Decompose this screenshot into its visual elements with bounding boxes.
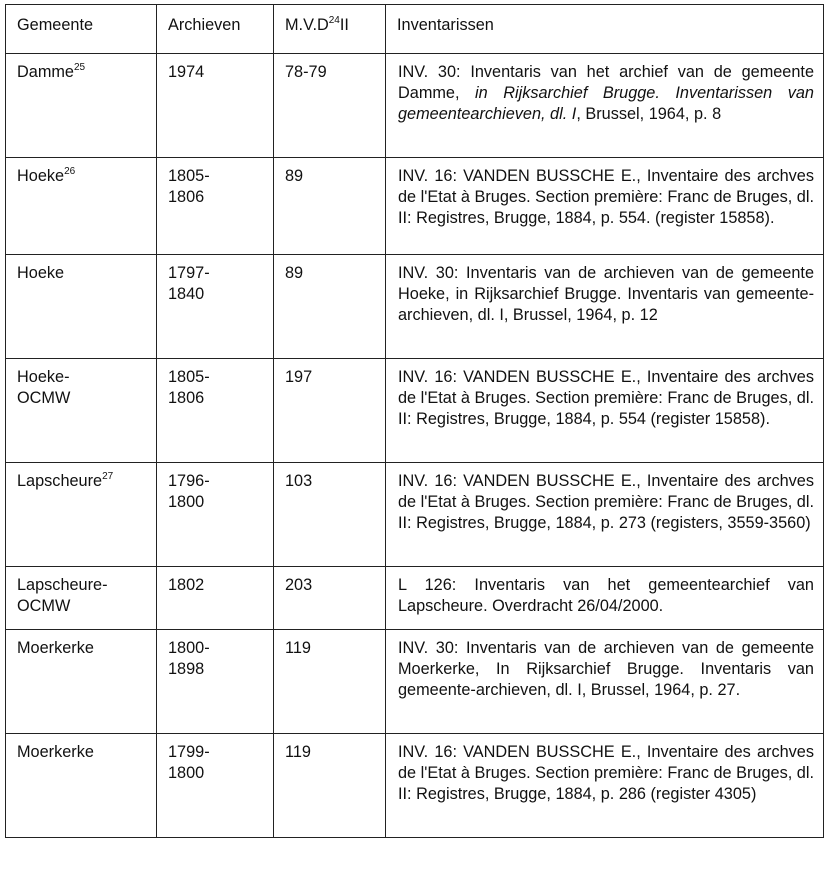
cell-gemeente bbox=[6, 630, 157, 734]
table-row bbox=[6, 463, 824, 567]
table-row bbox=[6, 158, 824, 255]
inventaris-plain: INV. 30: Inventaris van het archief van de gemeente Damme, bbox=[398, 63, 814, 103]
archieven-line: 1840 bbox=[168, 285, 205, 304]
gemeente-name: Hoeke bbox=[17, 264, 65, 282]
cell-inventaris: L 126: Inventaris van het gemeentearchief van Lapscheure. Overdracht 26/04/2000. bbox=[386, 567, 824, 630]
gemeente-name: Moerkerke bbox=[17, 639, 94, 657]
archieven-line: 1800 bbox=[168, 764, 205, 783]
cell-inventaris: INV. 30: Inventaris van de archieven van de gemeente Hoeke, in Rijksarchief Brugge. Inventaris van gemeente-archieven, dl. I, Brussel, 1964, p. 12 bbox=[386, 255, 824, 359]
cell-gemeente bbox=[6, 255, 157, 359]
footnote-ref: 27 bbox=[102, 470, 114, 482]
cell-archieven bbox=[157, 630, 274, 734]
cell-inventaris: INV. 16: VANDEN BUSSCHE E., Inventaire des archves de l'Etat à Bruges. Section première: Franc de Bruges, dl. II: Registres, Brugge, 1884, p. 554. (register 15858). bbox=[386, 158, 824, 255]
cell-archieven bbox=[157, 463, 274, 567]
table-row bbox=[6, 359, 824, 463]
archieven-line: 1806 bbox=[168, 188, 205, 207]
gemeente-name: Moerkerke bbox=[17, 743, 94, 761]
cell-gemeente bbox=[6, 734, 157, 838]
header-mvd-text: M.V.D bbox=[285, 16, 329, 34]
cell-inventaris: INV. 30: Inventaris van de archieven van de gemeente Moerkerke, In Rijksarchief Brugge. Inventaris van gemeente-archieven, dl. I, Brussel, 1964, p. 27. bbox=[386, 630, 824, 734]
cell-archieven bbox=[157, 359, 274, 463]
cell-mvd: 89 bbox=[274, 158, 386, 255]
table-row bbox=[6, 255, 824, 359]
header-inventarissen: Inventarissen bbox=[386, 5, 824, 54]
cell-inventaris: INV. 16: VANDEN BUSSCHE E., Inventaire des archves de l'Etat à Bruges. Section première: Franc de Bruges, dl. II: Registres, Brugge, 1884, p. 554 (register 15858). bbox=[386, 359, 824, 463]
gemeente-name: Lapscheure bbox=[17, 472, 103, 490]
cell-inventaris: INV. 16: VANDEN BUSSCHE E., Inventaire des archves de l'Etat à Bruges. Section première: Franc de Bruges, dl. II: Registres, Brugge, 1884, p. 273 (registers, 3559-3560) bbox=[386, 463, 824, 567]
cell-mvd: 89 bbox=[274, 255, 386, 359]
cell-inventaris bbox=[386, 54, 824, 158]
inventaris-tail: , Brussel, 1964, p. 8 bbox=[576, 105, 722, 124]
archieven-line: 1797- bbox=[168, 264, 210, 282]
cell-archieven bbox=[157, 158, 274, 255]
archieven-line: 1898 bbox=[168, 660, 205, 679]
archive-inventory-table bbox=[5, 4, 824, 838]
footnote-ref: 26 bbox=[64, 165, 76, 177]
archieven-line: 1974 bbox=[168, 63, 205, 81]
header-gemeente: Gemeente bbox=[6, 5, 157, 54]
archieven-line: 1805- bbox=[168, 368, 210, 386]
cell-gemeente bbox=[6, 158, 157, 255]
cell-mvd: 203 bbox=[274, 567, 386, 630]
archieven-line: 1800 bbox=[168, 493, 205, 512]
gemeente-name: Hoeke bbox=[17, 167, 65, 185]
cell-mvd: 78-79 bbox=[274, 54, 386, 158]
archieven-line: 1802 bbox=[168, 576, 205, 594]
archieven-line: 1799- bbox=[168, 743, 210, 761]
cell-mvd: 119 bbox=[274, 630, 386, 734]
cell-archieven bbox=[157, 734, 274, 838]
cell-gemeente bbox=[6, 567, 157, 630]
header-mvd bbox=[274, 5, 386, 54]
gemeente-name: Damme bbox=[17, 63, 74, 81]
table-row bbox=[6, 630, 824, 734]
footnote-ref: 25 bbox=[74, 61, 86, 73]
archieven-line: 1800- bbox=[168, 639, 210, 657]
table-row bbox=[6, 54, 824, 158]
table-row bbox=[6, 734, 824, 838]
cell-inventaris: INV. 16: VANDEN BUSSCHE E., Inventaire des archves de l'Etat à Bruges. Section première: Franc de Bruges, dl. II: Registres, Brugge, 1884, p. 286 (register 4305) bbox=[386, 734, 824, 838]
header-mvd-suffix: II bbox=[339, 16, 349, 34]
cell-mvd: 103 bbox=[274, 463, 386, 567]
archieven-line: 1805- bbox=[168, 167, 210, 185]
gemeente-name: Hoeke- OCMW bbox=[17, 368, 71, 408]
inventaris-italic: in Rijksarchief Brugge. Inventarissen van gemeentearchieven, dl. I bbox=[398, 84, 814, 124]
cell-mvd: 197 bbox=[274, 359, 386, 463]
cell-archieven bbox=[157, 54, 274, 158]
header-archieven: Archieven bbox=[157, 5, 274, 54]
table-header-row bbox=[6, 5, 824, 54]
cell-gemeente bbox=[6, 54, 157, 158]
cell-archieven bbox=[157, 255, 274, 359]
archieven-line: 1796- bbox=[168, 472, 210, 490]
table-row bbox=[6, 567, 824, 630]
cell-archieven bbox=[157, 567, 274, 630]
footnote-ref-24: 24 bbox=[328, 14, 340, 26]
archieven-line: 1806 bbox=[168, 389, 205, 408]
cell-mvd: 119 bbox=[274, 734, 386, 838]
cell-gemeente bbox=[6, 463, 157, 567]
cell-gemeente bbox=[6, 359, 157, 463]
gemeente-name: Lapscheure- OCMW bbox=[17, 576, 108, 616]
